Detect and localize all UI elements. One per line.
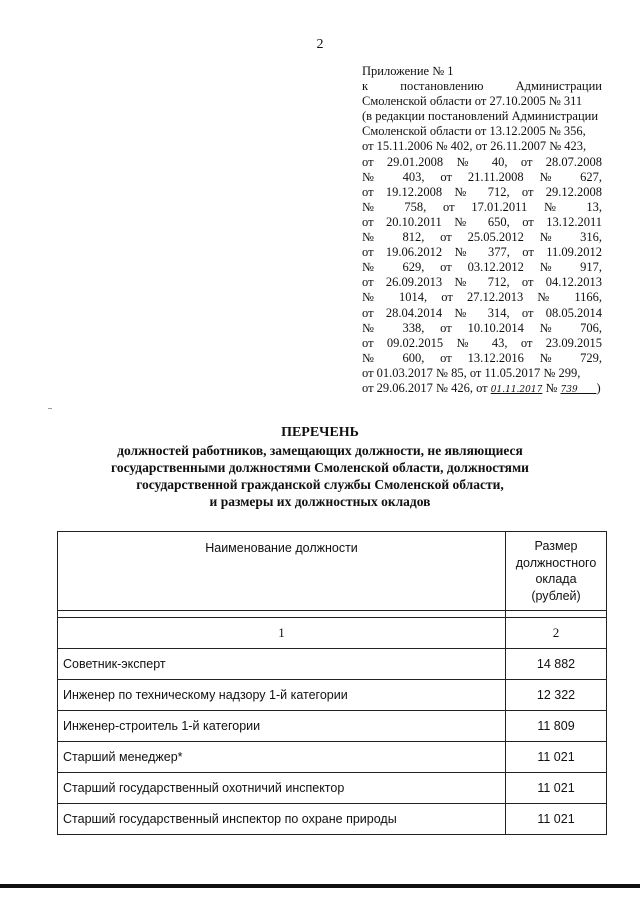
appendix-line: № 338, от 10.10.2014 № 706, bbox=[362, 320, 602, 335]
appendix-line: от 09.02.2015 № 43, от 23.09.2015 bbox=[362, 335, 602, 350]
table-row bbox=[58, 804, 607, 835]
appendix-line: от 15.11.2006 № 402, от 26.11.2007 № 423, bbox=[362, 139, 587, 154]
header-salary-line: должностного bbox=[515, 555, 597, 570]
appendix-line: № 629, от 03.12.2012 № 917, bbox=[362, 260, 602, 275]
appendix-line: от 19.12.2008 № 712, от 29.12.2008 bbox=[362, 184, 602, 199]
table-row bbox=[58, 649, 607, 680]
appendix-line: № 758, от 17.01.2011 № 13, bbox=[362, 199, 602, 214]
position-salary: 14 882 bbox=[506, 649, 607, 680]
appendix-line: Приложение № 1 bbox=[362, 64, 454, 78]
column-number: 1 bbox=[58, 618, 506, 649]
position-salary: 11 809 bbox=[506, 711, 607, 742]
document-heading bbox=[60, 424, 580, 510]
appendix-line: от 01.03.2017 № 85, от 11.05.2017 № 299, bbox=[362, 365, 581, 380]
table-row bbox=[58, 742, 607, 773]
table-row bbox=[58, 773, 607, 804]
margin-mark bbox=[48, 408, 52, 409]
position-salary: 11 021 bbox=[506, 773, 607, 804]
appendix-last-mid: № bbox=[542, 380, 561, 395]
appendix-line: № 403, от 21.11.2008 № 627, bbox=[362, 169, 602, 184]
column-number-row bbox=[58, 618, 607, 649]
bottom-rule bbox=[0, 884, 640, 888]
position-salary: 11 021 bbox=[506, 742, 607, 773]
heading-title: ПЕРЕЧЕНЬ bbox=[281, 425, 359, 440]
heading-line: должностей работников, замещающих должности, не являющиеся bbox=[117, 443, 523, 458]
position-name: Старший менеджер* bbox=[58, 742, 506, 773]
appendix-line: № 1014, от 27.12.2013 № 1166, bbox=[362, 290, 602, 305]
spacer-cell bbox=[58, 611, 506, 618]
appendix-line: от 26.09.2013 № 712, от 04.12.2013 bbox=[362, 275, 602, 290]
position-name: Старший государственный охотничий инспектор bbox=[58, 773, 506, 804]
appendix-last-prefix: от 29.06.2017 № 426, от bbox=[362, 380, 491, 395]
appendix-line: (в редакции постановлений Администрации bbox=[362, 109, 599, 124]
heading-line: государственными должностями Смоленской области, должностями bbox=[111, 460, 529, 475]
positions-table bbox=[57, 531, 607, 835]
header-salary-line: Размер bbox=[534, 539, 578, 553]
header-position-name: Наименование должности bbox=[58, 532, 506, 611]
position-name: Инженер по техническому надзору 1-й категории bbox=[58, 680, 506, 711]
appendix-block bbox=[362, 64, 602, 398]
appendix-line: № 812, от 25.05.2012 № 316, bbox=[362, 230, 602, 245]
position-salary: 12 322 bbox=[506, 680, 607, 711]
heading-line: государственной гражданской службы Смоленской области, bbox=[136, 477, 504, 492]
page-number: 2 bbox=[316, 37, 324, 52]
appendix-line: от 28.04.2014 № 314, от 08.05.2014 bbox=[362, 305, 602, 320]
heading-line: и размеры их должностных окладов bbox=[209, 494, 431, 509]
header-salary bbox=[506, 532, 607, 611]
appendix-last-suffix: ) bbox=[596, 380, 601, 395]
table-header-row bbox=[58, 532, 607, 611]
position-salary: 11 021 bbox=[506, 804, 607, 835]
appendix-line: от 29.01.2008 № 40, от 28.07.2008 bbox=[362, 154, 602, 169]
table-row bbox=[58, 680, 607, 711]
position-name: Инженер-строитель 1-й категории bbox=[58, 711, 506, 742]
appendix-line: от 20.10.2011 № 650, от 13.12.2011 bbox=[362, 214, 602, 229]
position-name: Старший государственный инспектор по охране природы bbox=[58, 804, 506, 835]
blank-underline bbox=[578, 381, 597, 395]
appendix-last-line bbox=[362, 381, 602, 398]
appendix-line: № 600, от 13.12.2016 № 729, bbox=[362, 350, 602, 365]
header-salary-line: оклада bbox=[535, 572, 577, 586]
position-name: Советник-эксперт bbox=[58, 649, 506, 680]
handwritten-number: 739 bbox=[560, 384, 578, 395]
handwritten-date: 01.11.2017 bbox=[490, 384, 543, 395]
spacer-cell bbox=[506, 611, 607, 618]
table-row bbox=[58, 711, 607, 742]
appendix-line: Смоленской области от 27.10.2005 № 311 bbox=[362, 94, 583, 109]
appendix-line: Смоленской области от 13.12.2005 № 356, bbox=[362, 124, 586, 139]
appendix-line: от 19.06.2012 № 377, от 11.09.2012 bbox=[362, 245, 602, 260]
table-spacer-row bbox=[58, 611, 607, 618]
header-salary-line: (рублей) bbox=[531, 588, 581, 603]
appendix-line: к постановлению Администрации bbox=[362, 79, 602, 94]
column-number: 2 bbox=[506, 618, 607, 649]
